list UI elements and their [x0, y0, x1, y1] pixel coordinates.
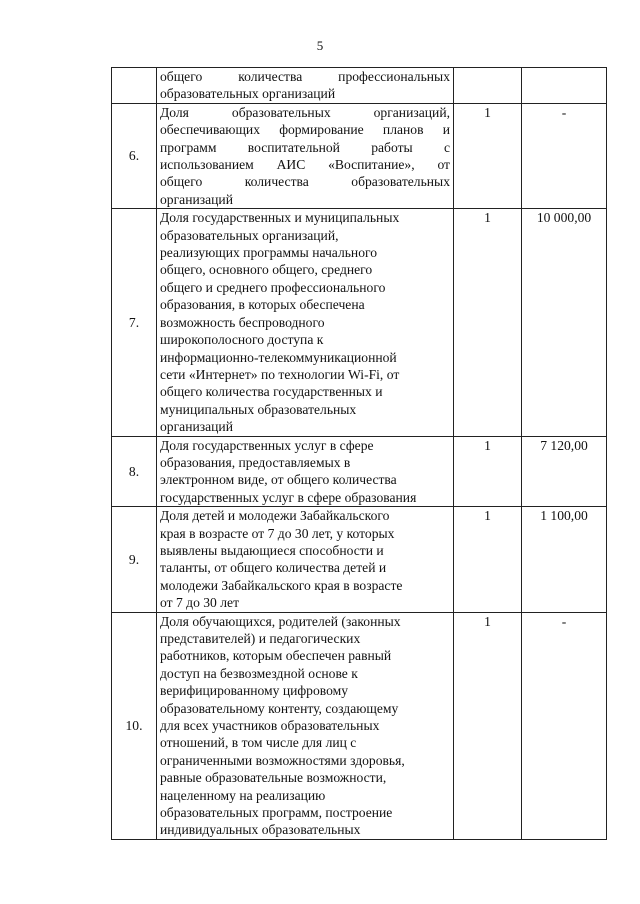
indicator-name-line: от 7 до 30 лет: [160, 595, 240, 611]
indicator-name-line: образовательному контенту, создающему: [160, 700, 399, 716]
row-number-cell: 6.: [112, 103, 157, 208]
amount-cell: -: [522, 612, 607, 839]
page-number: 5: [316, 38, 324, 53]
indicator-name-line: представителей) и педагогических: [160, 631, 361, 646]
table-row: [112, 436, 607, 507]
indicator-name-line: выявлены выдающиеся способности и: [160, 542, 384, 558]
indicator-name-line: работников, которым обеспечен равный: [160, 648, 392, 664]
indicator-name-cell: [157, 68, 454, 104]
indicator-name-line: Доля образовательных организаций,: [160, 104, 450, 120]
indicator-name-line: для всех участников образовательных: [160, 718, 380, 734]
indicator-name-cell: [157, 436, 454, 507]
indicator-name-line: информационно-телекоммуникационной: [160, 349, 397, 365]
indicator-name-line: организаций: [160, 419, 233, 435]
indicator-name-line: индивидуальных образовательных: [160, 822, 361, 838]
indicator-name-line: таланты, от общего количества детей и: [160, 560, 387, 576]
indicator-name-cell: [157, 209, 454, 436]
indicator-name-line: образовательных организаций: [160, 86, 336, 102]
table-body: [112, 68, 607, 840]
indicator-name-line: муниципальных образовательных: [160, 401, 357, 417]
indicator-name-line: Доля детей и молодежи Забайкальского: [160, 508, 390, 524]
amount-cell: 7 120,00: [522, 436, 607, 507]
row-number-cell: 7.: [112, 209, 157, 436]
indicator-name-line: реализующих программы начального: [160, 245, 378, 261]
table-row: [112, 507, 607, 612]
indicator-name-line: Доля государственных услуг в сфере: [160, 437, 374, 453]
indicator-name-line: общего и среднего профессионального: [160, 279, 386, 295]
table-row: [112, 68, 607, 104]
value-cell: [454, 68, 522, 104]
amount-cell: 10 000,00: [522, 209, 607, 436]
indicator-name-line: образовательных организаций,: [160, 227, 339, 243]
row-number-cell: [112, 68, 157, 104]
indicator-name-line: общего количества профессиональных: [160, 69, 450, 84]
row-number-cell: 9.: [112, 507, 157, 612]
indicator-name-line: программ воспитательной работы с: [160, 139, 450, 155]
indicator-name-line: верифицированному цифровому: [160, 683, 349, 699]
indicator-name-line: организаций: [160, 191, 233, 207]
indicator-name-line: общего количества государственных и: [160, 384, 383, 400]
indicator-name-line: нацеленному на реализацию: [160, 787, 326, 803]
indicator-name-line: электронном виде, от общего количества: [160, 472, 397, 488]
indicator-name-line: образования, в которых обеспечена: [160, 297, 365, 313]
indicator-name-line: Доля обучающихся, родителей (законных: [160, 613, 401, 629]
indicator-name-line: равные образовательные возможности,: [160, 770, 387, 786]
value-cell: 1: [454, 612, 522, 839]
indicator-name-line: широкополосного доступа к: [160, 332, 324, 348]
indicator-name-line: использованием АИС «Воспитание», от: [160, 157, 450, 173]
indicator-name-line: сети «Интернет» по технологии Wi-Fi, от: [160, 366, 400, 382]
value-cell: 1: [454, 209, 522, 436]
value-cell: 1: [454, 436, 522, 507]
indicator-name-line: возможность беспроводного: [160, 314, 325, 330]
value-cell: 1: [454, 103, 522, 208]
table-row: [112, 209, 607, 436]
indicator-name-line: общего, основного общего, среднего: [160, 262, 373, 278]
row-number-cell: 8.: [112, 436, 157, 507]
indicator-name-cell: [157, 103, 454, 208]
indicator-name-cell: [157, 612, 454, 839]
indicator-name-line: Доля государственных и муниципальных: [160, 210, 400, 226]
row-number-cell: 10.: [112, 612, 157, 839]
amount-cell: -: [522, 103, 607, 208]
indicator-name-line: доступ на безвозмездной основе к: [160, 665, 358, 681]
indicator-name-line: ограниченными возможностями здоровья,: [160, 752, 405, 768]
indicator-name-line: общего количества образовательных: [160, 174, 450, 190]
indicator-name-line: образования, предоставляемых в: [160, 454, 351, 470]
amount-cell: [522, 68, 607, 104]
table-row: [112, 612, 607, 839]
table-row: [112, 103, 607, 208]
amount-cell: 1 100,00: [522, 507, 607, 612]
value-cell: 1: [454, 507, 522, 612]
indicator-name-line: образовательных программ, построение: [160, 805, 393, 821]
indicator-name-line: края в возрасте от 7 до 30 лет, у которых: [160, 525, 395, 541]
indicator-name-line: отношений, в том числе для лиц с: [160, 735, 357, 751]
indicator-table: [111, 67, 607, 840]
indicator-name-cell: [157, 507, 454, 612]
indicator-name-line: обеспечивающих формирование планов и: [160, 122, 450, 138]
indicator-name-line: молодежи Забайкальского края в возрасте: [160, 577, 403, 593]
indicator-name-line: государственных услуг в сфере образования: [160, 489, 417, 505]
